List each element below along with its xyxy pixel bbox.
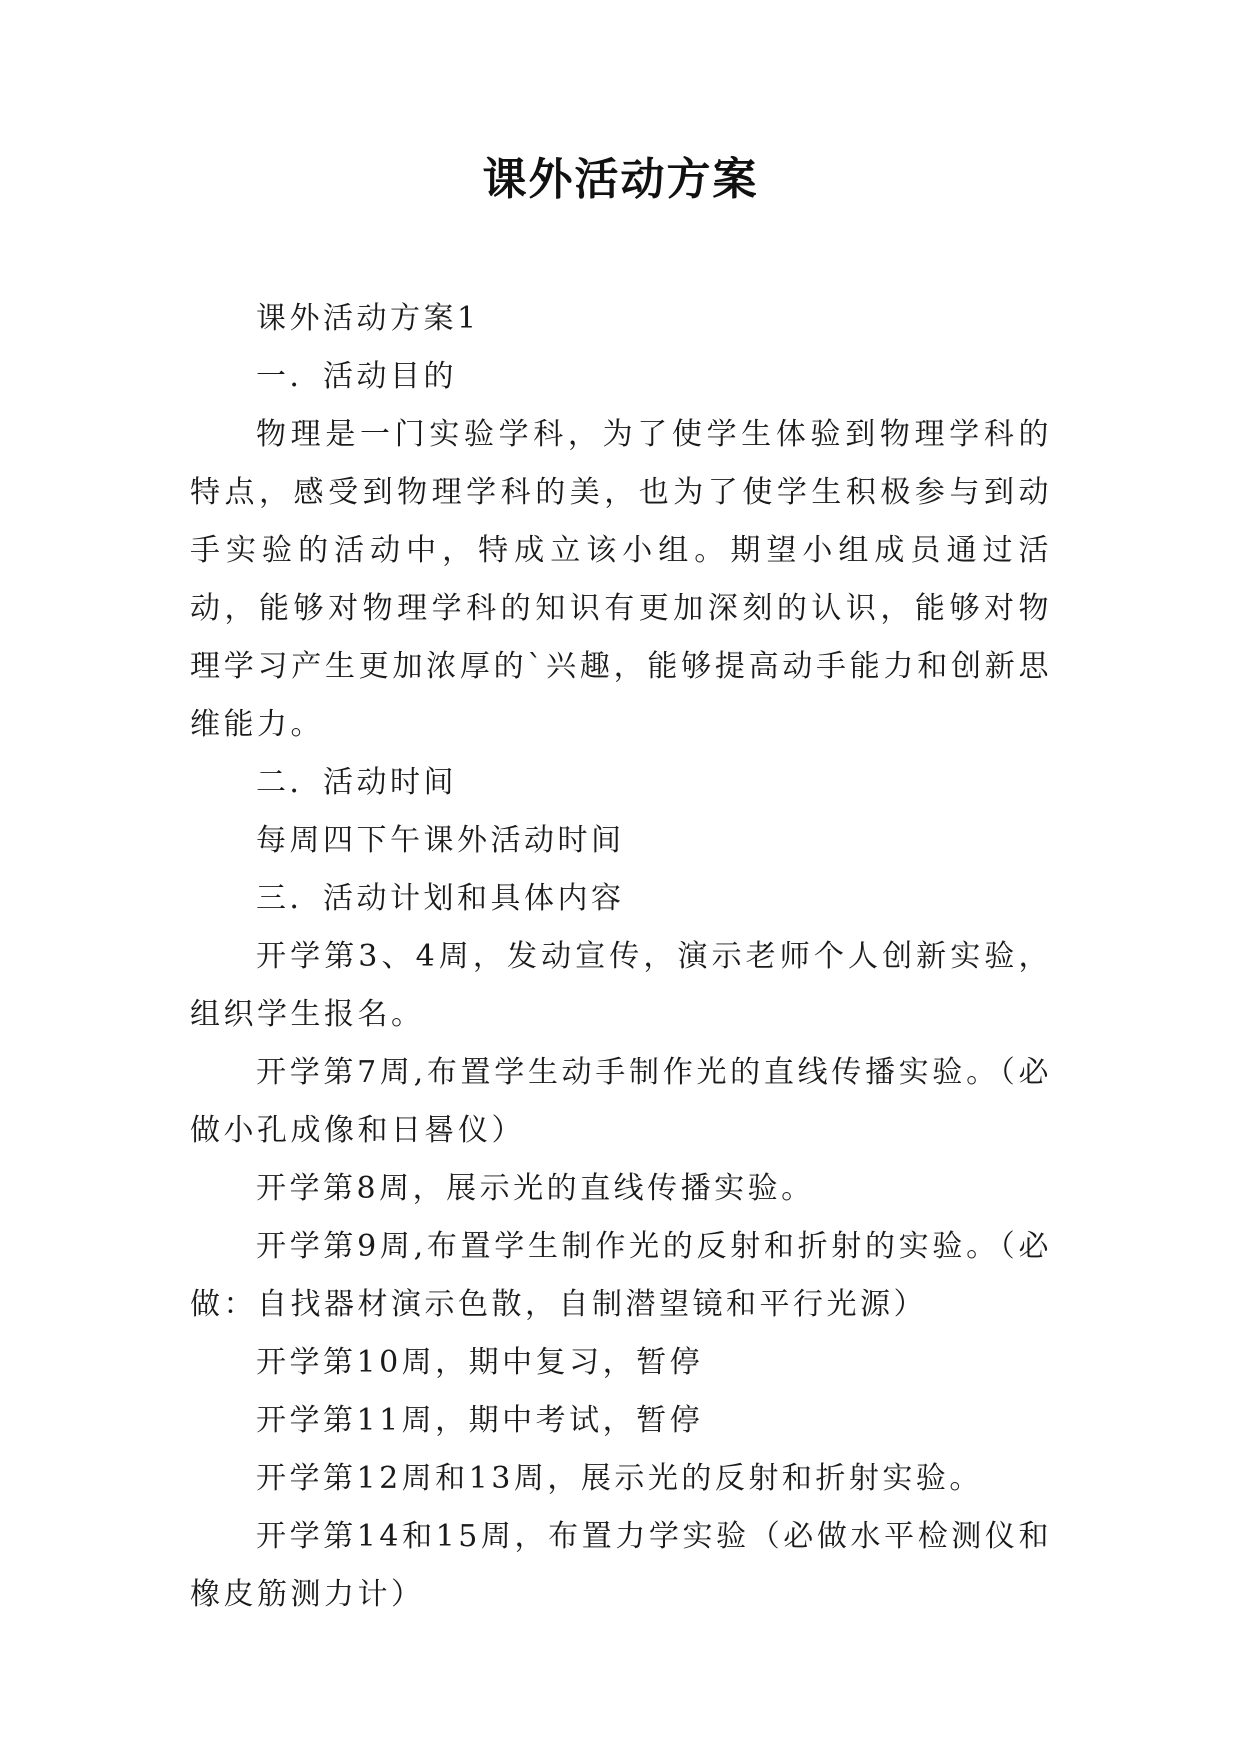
body-paragraph: 开学第3、4周，发动宣传，演示老师个人创新实验，组织学生报名。 — [190, 939, 1052, 1032]
body-paragraph: 开学第8周，展示光的直线传播实验。 — [256, 1171, 815, 1206]
body-paragraph: 物理是一门实验学科，为了使学生体验到物理学科的特点，感受到物理学科的美，也为了使学生积极参与到动手实验的活动中，特成立该小组。期望小组成员通过活动，能够对物理学科的知识有更加深刻的认识，能够对物理学习产生更加浓厚的`兴趣，能够提高动手能力和创新思维能力。 — [190, 417, 1052, 742]
body-paragraph: 开学第14和15周，布置力学实验（必做水平检测仪和橡皮筋测力计） — [190, 1519, 1052, 1612]
body-paragraph: 开学第11周，期中考试，暂停 — [256, 1403, 704, 1438]
subsection-heading: 二．活动时间 — [256, 765, 457, 800]
subsection-heading: 三．活动计划和具体内容 — [256, 881, 625, 916]
body-paragraph: 开学第10周，期中复习，暂停 — [256, 1345, 704, 1380]
body-paragraph: 每周四下午课外活动时间 — [256, 823, 625, 858]
body-paragraph: 开学第7周,布置学生动手制作光的直线传播实验。（必做小孔成像和日晷仪） — [190, 1055, 1052, 1148]
subsection-heading: 一．活动目的 — [256, 359, 457, 394]
body-paragraph: 开学第9周,布置学生制作光的反射和折射的实验。（必做：自找器材演示色散，自制潜望镜和平行光源） — [190, 1229, 1052, 1322]
document-body — [190, 290, 1052, 1624]
section-heading: 课外活动方案1 — [256, 301, 480, 336]
body-paragraph: 开学第12周和13周，展示光的反射和折射实验。 — [256, 1461, 983, 1496]
document-title: 课外活动方案 — [482, 154, 759, 205]
